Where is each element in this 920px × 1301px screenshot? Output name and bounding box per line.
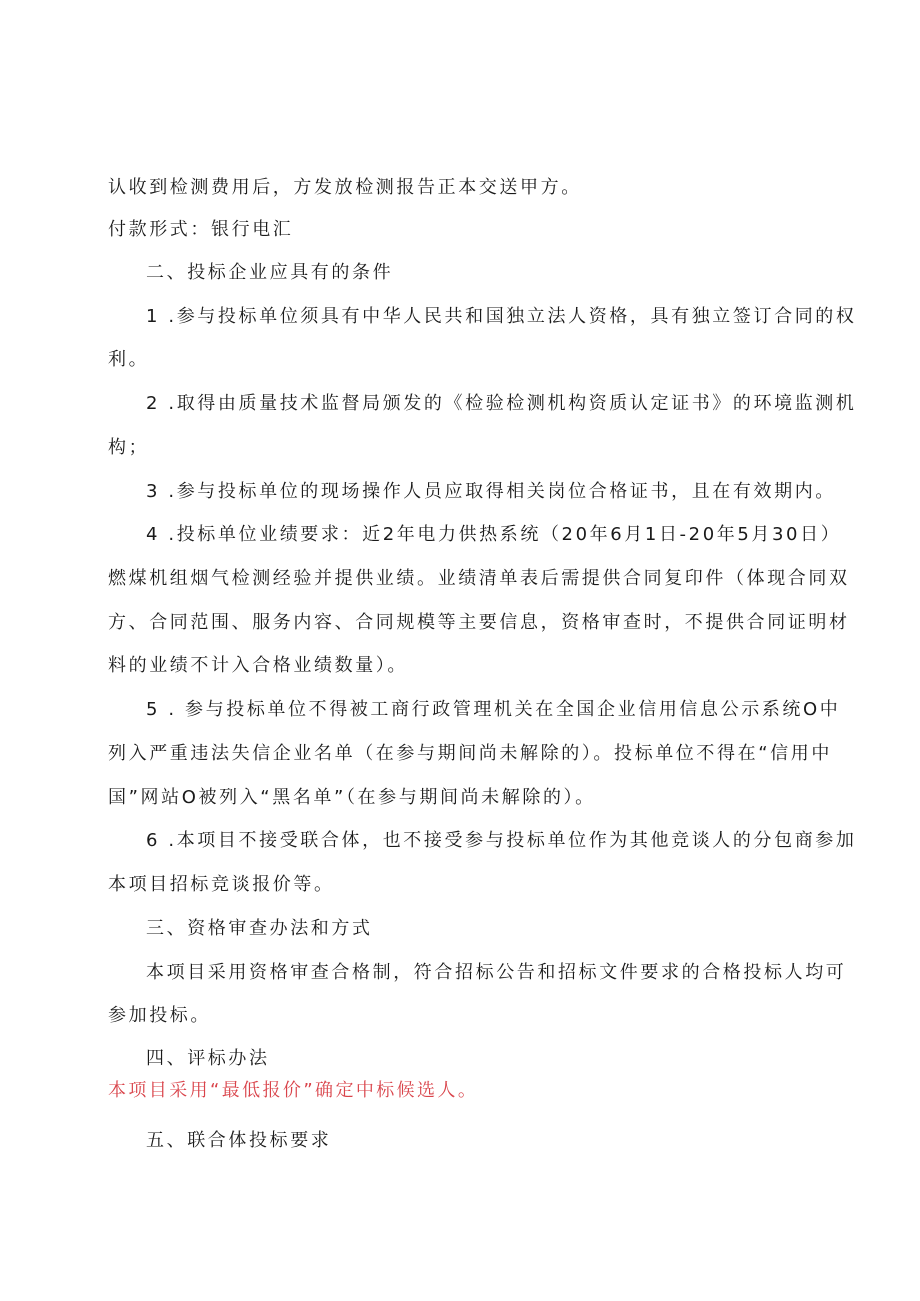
paragraph-line: 2 .取得由质量技术监督局颁发的《检验检测机构资质认定证书》的环境监测机	[146, 393, 857, 414]
paragraph-line: 列入严重违法失信企业名单（在参与期间尚未解除的）。投标单位不得在“信用中	[108, 743, 832, 764]
section-heading-2: 二、投标企业应具有的条件	[146, 262, 394, 283]
paragraph-line: 国”网站O被列入“黑名单”（在参与期间尚未解除的）。	[108, 787, 596, 808]
paragraph-line: 4 .投标单位业绩要求：近2年电力供热系统（20年6月1日-20年5月30日）	[146, 524, 842, 545]
paragraph-line: 利。	[108, 349, 150, 370]
paragraph-line: 参加投标。	[108, 1005, 211, 1026]
paragraph-line: 认收到检测费用后，方发放检测报告正本交送甲方。	[108, 177, 582, 198]
payment-method-line: 付款形式：银行电汇	[108, 219, 294, 240]
section-heading-5: 五、联合体投标要求	[146, 1130, 332, 1151]
paragraph-line: 本项目招标竞谈报价等。	[108, 874, 335, 895]
paragraph-line: 方、合同范围、服务内容、合同规模等主要信息，资格审查时，不提供合同证明材	[108, 612, 850, 633]
highlighted-paragraph-line: 本项目采用“最低报价”确定中标候选人。	[108, 1080, 479, 1101]
paragraph-line: 本项目采用资格审查合格制，符合招标公告和招标文件要求的合格投标人均可	[146, 962, 847, 983]
paragraph-line: 燃煤机组烟气检测经验并提供业绩。业绩清单表后需提供合同复印件（体现合同双	[108, 568, 850, 589]
section-heading-3: 三、资格审查办法和方式	[146, 918, 373, 939]
paragraph-line: 1 .参与投标单位须具有中华人民共和国独立法人资格，具有独立签订合同的权	[146, 306, 857, 327]
paragraph-line: 料的业绩不计入合格业绩数量）。	[108, 655, 408, 676]
paragraph-line: 5 . 参与投标单位不得被工商行政管理机关在全国企业信用信息公示系统O中	[146, 699, 841, 720]
section-heading-4: 四、评标办法	[146, 1048, 270, 1069]
paragraph-line: 3 .参与投标单位的现场操作人员应取得相关岗位合格证书，且在有效期内。	[146, 481, 836, 502]
paragraph-line: 构；	[108, 437, 150, 458]
paragraph-line: 6 .本项目不接受联合体，也不接受参与投标单位作为其他竞谈人的分包商参加	[146, 830, 857, 851]
